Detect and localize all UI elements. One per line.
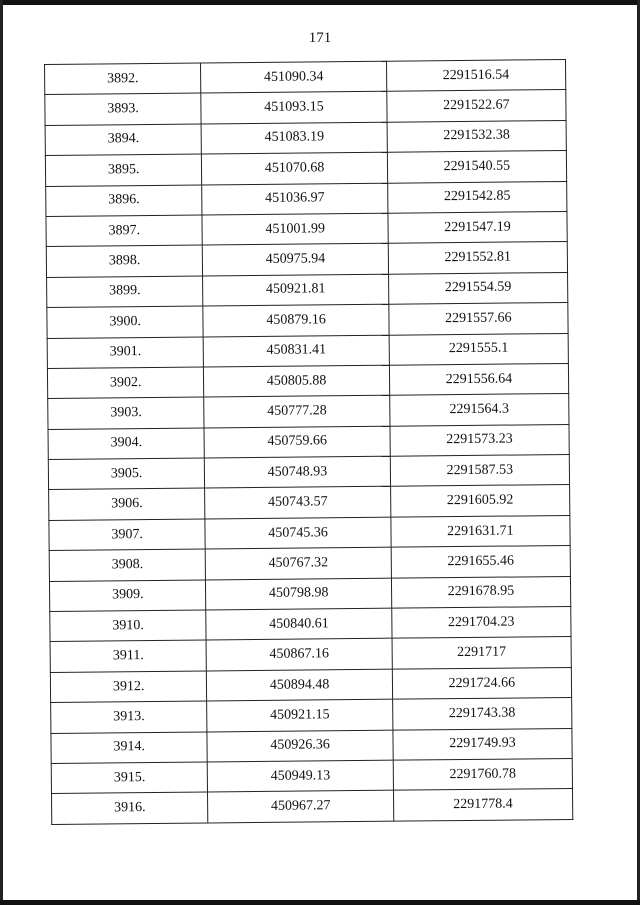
- table-row: [51, 698, 572, 733]
- table-row: [45, 120, 566, 155]
- y-coordinate-cell: 2291555.1: [389, 333, 569, 365]
- x-coordinate-cell: 450921.81: [203, 274, 389, 306]
- table-row: [49, 485, 570, 520]
- table-row: [45, 59, 566, 94]
- x-coordinate-cell: 450767.32: [206, 547, 392, 579]
- x-coordinate-cell: 450867.16: [206, 639, 392, 671]
- point-number-cell: 3895.: [45, 154, 202, 186]
- x-coordinate-cell: 451070.68: [202, 152, 388, 184]
- table-row: [47, 303, 568, 338]
- x-coordinate-cell: 450745.36: [205, 517, 391, 549]
- y-coordinate-cell: 2291778.4: [393, 789, 573, 821]
- table-row: [45, 90, 566, 125]
- point-number-cell: 3906.: [49, 488, 206, 520]
- point-number-cell: 3913.: [51, 701, 208, 733]
- page-border-bottom: [0, 900, 640, 905]
- point-number-cell: 3909.: [49, 580, 206, 612]
- table-row: [50, 637, 571, 672]
- table-row: [47, 363, 568, 398]
- y-coordinate-cell: 2291552.81: [388, 242, 568, 274]
- x-coordinate-cell: 450777.28: [204, 395, 390, 427]
- table-row: [50, 667, 571, 702]
- table-row: [48, 394, 569, 429]
- point-number-cell: 3915.: [51, 762, 208, 794]
- y-coordinate-cell: 2291717: [392, 637, 572, 669]
- y-coordinate-cell: 2291532.38: [387, 120, 567, 152]
- point-number-cell: 3892.: [45, 63, 202, 95]
- page-number: 171: [308, 30, 332, 46]
- x-coordinate-cell: 450926.36: [207, 730, 393, 762]
- x-coordinate-cell: 451083.19: [201, 122, 387, 154]
- y-coordinate-cell: 2291573.23: [390, 424, 570, 456]
- y-coordinate-cell: 2291631.71: [391, 515, 571, 547]
- table-row: [45, 151, 566, 186]
- y-coordinate-cell: 2291557.66: [389, 303, 569, 335]
- table-row: [51, 728, 572, 763]
- point-number-cell: 3902.: [47, 367, 204, 399]
- x-coordinate-cell: 450949.13: [208, 760, 394, 792]
- point-number-cell: 3908.: [49, 549, 206, 581]
- y-coordinate-cell: 2291704.23: [392, 607, 572, 639]
- x-coordinate-cell: 450748.93: [205, 456, 391, 488]
- y-coordinate-cell: 2291605.92: [390, 485, 570, 517]
- x-coordinate-cell: 450759.66: [204, 426, 390, 458]
- point-number-cell: 3901.: [47, 336, 204, 368]
- table-row: [46, 181, 567, 216]
- x-coordinate-cell: 450840.61: [206, 608, 392, 640]
- x-coordinate-cell: 450967.27: [208, 791, 394, 823]
- table-row: [49, 515, 570, 550]
- table-row: [48, 455, 569, 490]
- table-row: [48, 424, 569, 459]
- x-coordinate-cell: 450921.15: [207, 699, 393, 731]
- y-coordinate-cell: 2291760.78: [393, 758, 573, 790]
- y-coordinate-cell: 2291547.19: [388, 211, 568, 243]
- y-coordinate-cell: 2291542.85: [387, 181, 567, 213]
- x-coordinate-cell: 450798.98: [206, 578, 392, 610]
- y-coordinate-cell: 2291564.3: [389, 394, 569, 426]
- y-coordinate-cell: 2291516.54: [386, 59, 566, 91]
- y-coordinate-cell: 2291554.59: [388, 272, 568, 304]
- table-row: [49, 576, 570, 611]
- y-coordinate-cell: 2291655.46: [391, 546, 571, 578]
- point-number-cell: 3897.: [46, 215, 203, 247]
- point-number-cell: 3900.: [47, 306, 204, 338]
- point-number-cell: 3914.: [51, 732, 208, 764]
- point-number-cell: 3893.: [45, 93, 202, 125]
- point-number-cell: 3916.: [52, 792, 209, 824]
- page-border-top: [0, 0, 640, 5]
- table-row: [51, 758, 572, 793]
- table-row: [52, 789, 573, 824]
- x-coordinate-cell: 451001.99: [202, 213, 388, 245]
- x-coordinate-cell: 450879.16: [203, 304, 389, 336]
- y-coordinate-cell: 2291522.67: [387, 90, 567, 122]
- coordinates-table: [44, 59, 573, 825]
- x-coordinate-cell: 450831.41: [204, 335, 390, 367]
- point-number-cell: 3899.: [47, 276, 204, 308]
- table-row: [46, 242, 567, 277]
- table-row: [47, 272, 568, 307]
- y-coordinate-cell: 2291678.95: [391, 576, 571, 608]
- table-row: [47, 333, 568, 368]
- y-coordinate-cell: 2291587.53: [390, 455, 570, 487]
- coordinates-table-body: [45, 59, 573, 824]
- table-row: [49, 546, 570, 581]
- x-coordinate-cell: 450743.57: [205, 487, 391, 519]
- y-coordinate-cell: 2291540.55: [387, 151, 567, 183]
- table-row: [50, 607, 571, 642]
- x-coordinate-cell: 450805.88: [204, 365, 390, 397]
- page-border-left: [0, 0, 3, 905]
- x-coordinate-cell: 451036.97: [202, 183, 388, 215]
- table-row: [46, 211, 567, 246]
- point-number-cell: 3910.: [50, 610, 207, 642]
- point-number-cell: 3894.: [45, 124, 202, 156]
- point-number-cell: 3907.: [49, 519, 206, 551]
- point-number-cell: 3898.: [46, 245, 203, 277]
- point-number-cell: 3903.: [48, 397, 205, 429]
- x-coordinate-cell: 450894.48: [207, 669, 393, 701]
- y-coordinate-cell: 2291749.93: [393, 728, 573, 760]
- x-coordinate-cell: 451090.34: [201, 61, 387, 93]
- x-coordinate-cell: 450975.94: [203, 244, 389, 276]
- point-number-cell: 3911.: [50, 640, 207, 672]
- point-number-cell: 3904.: [48, 428, 205, 460]
- point-number-cell: 3905.: [48, 458, 205, 490]
- x-coordinate-cell: 451093.15: [201, 92, 387, 124]
- y-coordinate-cell: 2291724.66: [392, 667, 572, 699]
- point-number-cell: 3896.: [46, 185, 203, 217]
- y-coordinate-cell: 2291743.38: [392, 698, 572, 730]
- point-number-cell: 3912.: [50, 671, 207, 703]
- y-coordinate-cell: 2291556.64: [389, 363, 569, 395]
